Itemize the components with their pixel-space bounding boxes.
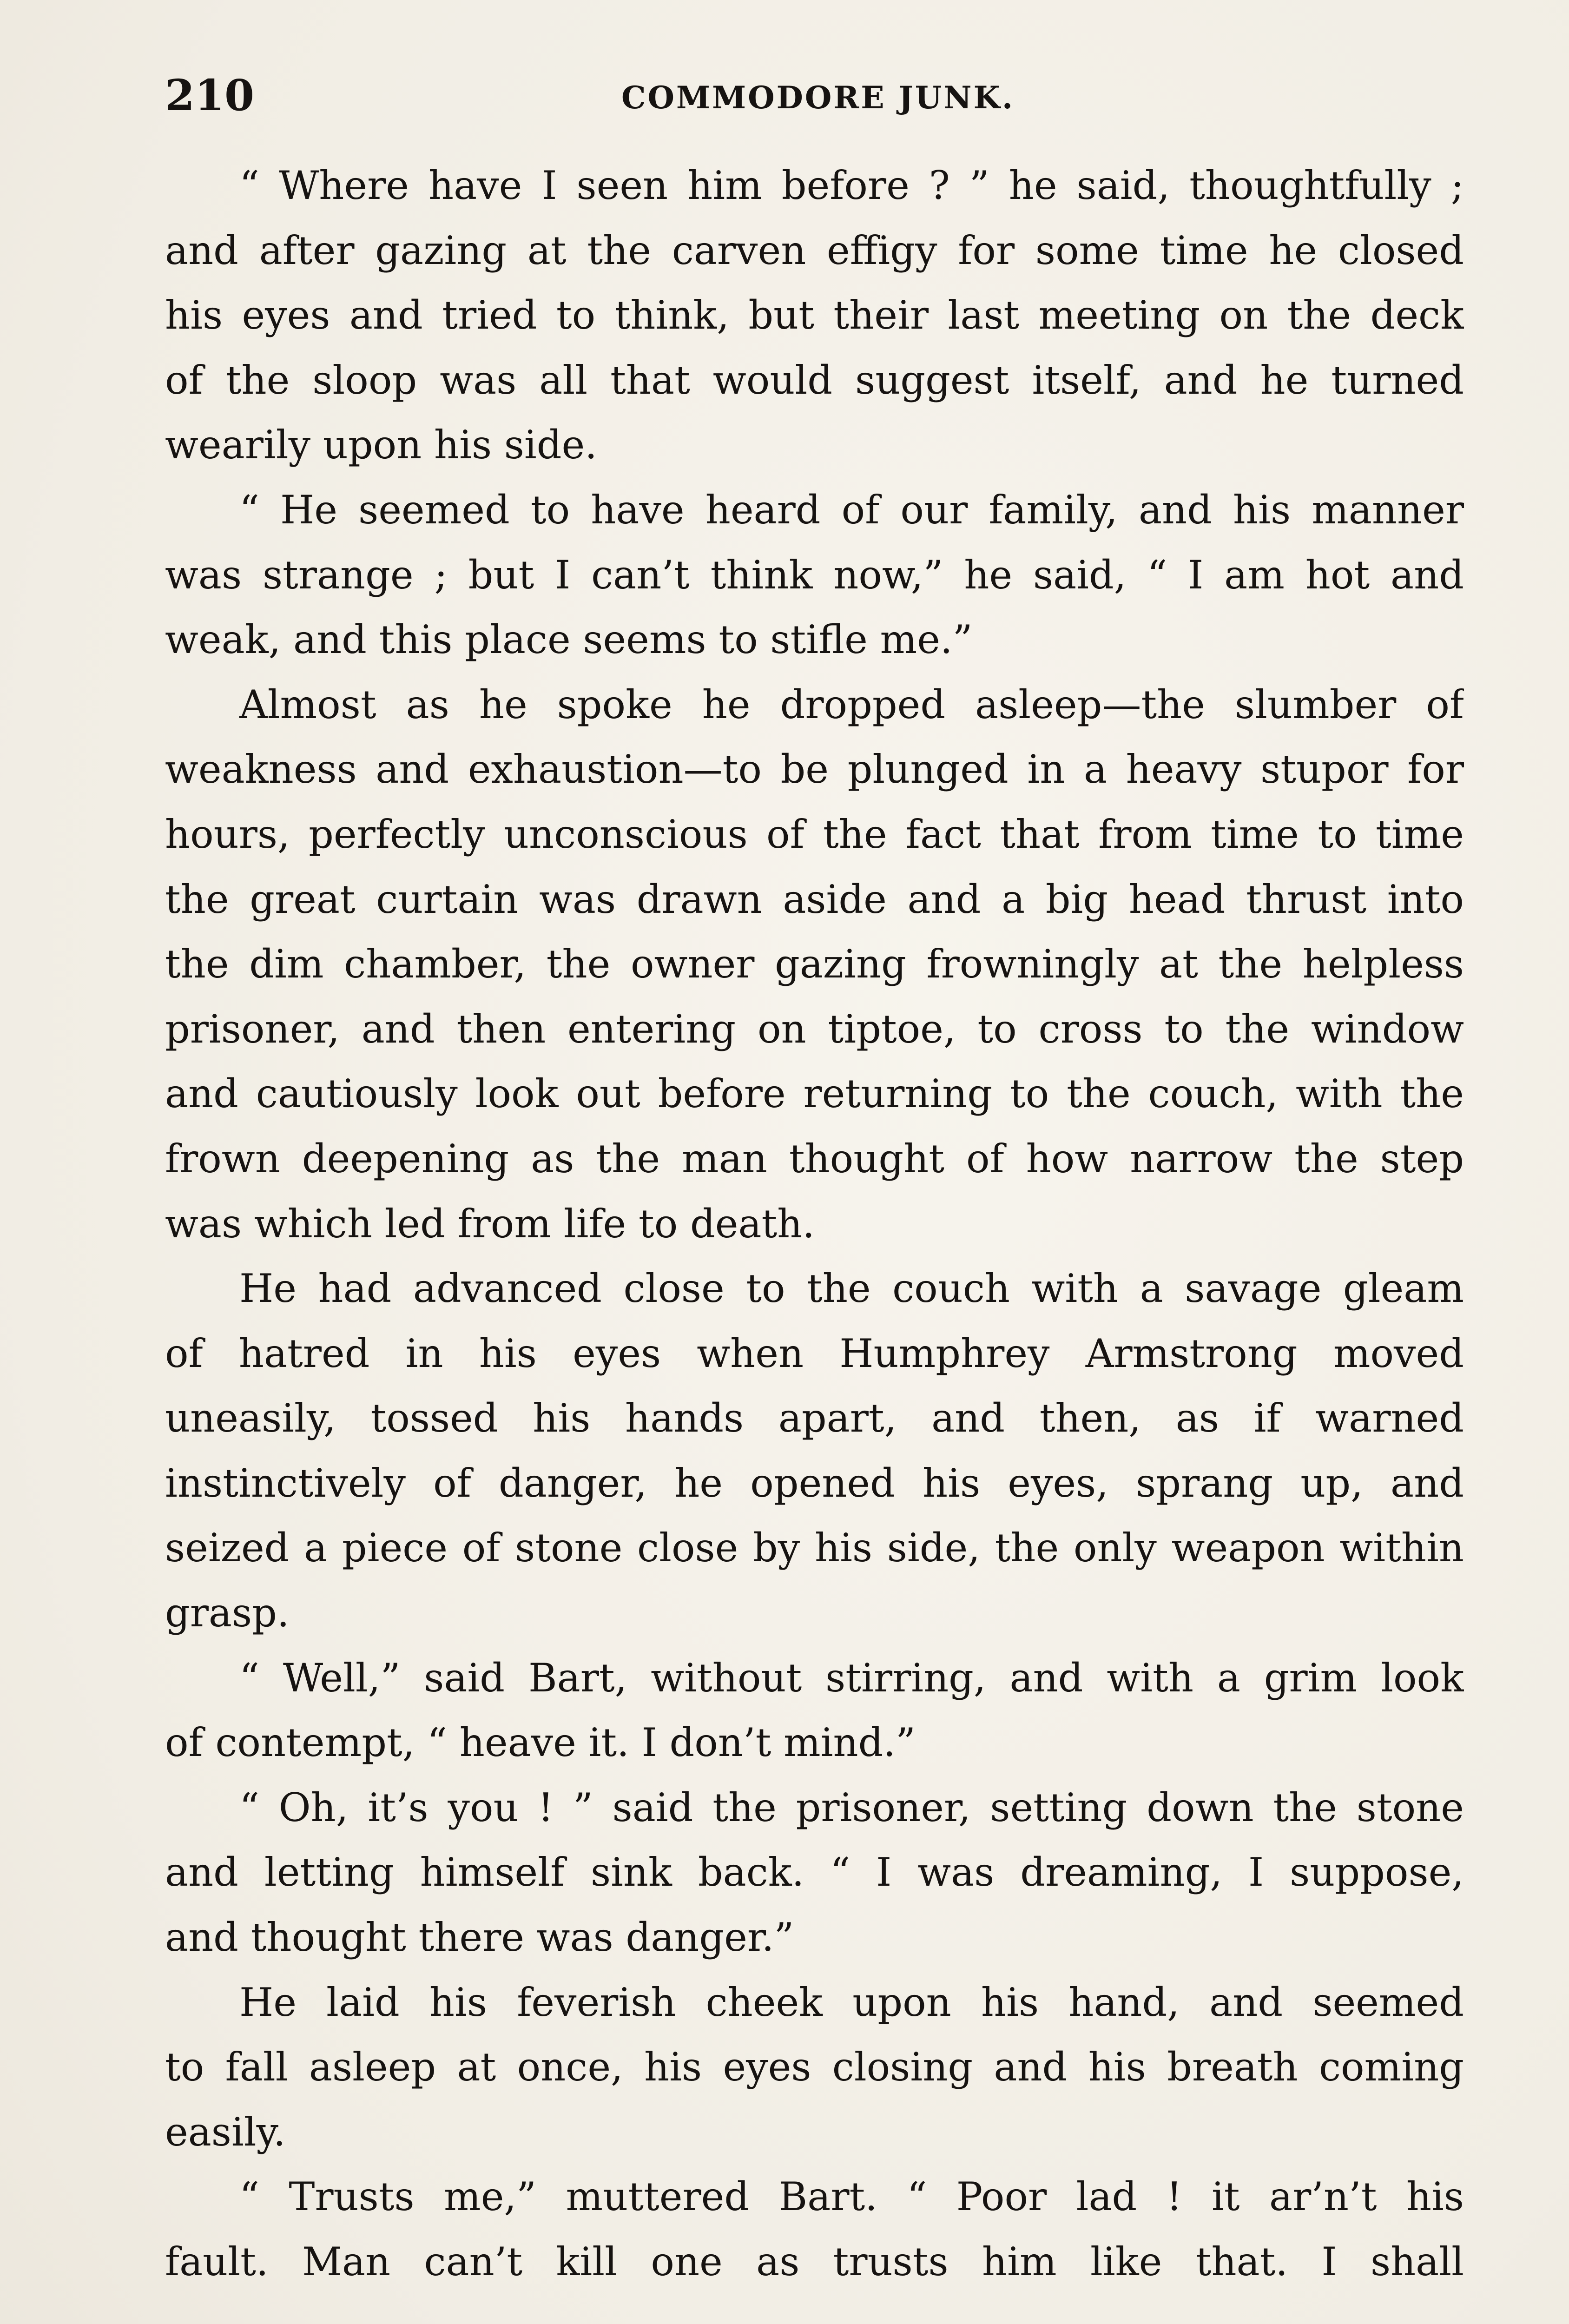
text-line: and letting himself sink back. “ I was dreaming, I suppose, — [165, 1849, 1464, 1895]
text-line: and thought there was danger.” — [165, 1915, 794, 1961]
text-line: He laid his feverish cheek upon his hand, and seemed — [239, 1979, 1464, 2025]
text-line: easily. — [165, 2109, 286, 2155]
text-line: seized a piece of stone close by his side, the only weapon within — [165, 1525, 1464, 1571]
text-line: “ Oh, it’s you ! ” said the prisoner, setting down the stone — [239, 1784, 1464, 1830]
page-header — [165, 70, 1471, 121]
text-line: uneasily, tossed his hands apart, and then, as if warned — [165, 1395, 1464, 1441]
text-line: “ Trusts me,” muttered Bart. “ Poor lad ! it ar’n’t his — [239, 2174, 1464, 2220]
body-text — [165, 153, 1464, 2295]
text-line: to fall asleep at once, his eyes closing and his breath coming — [165, 2044, 1464, 2090]
text-line: weakness and exhaustion—to be plunged in a heavy stupor for — [165, 746, 1464, 792]
text-line: his eyes and tried to think, but their last meeting on the deck — [165, 292, 1464, 338]
text-line: and cautiously look out before returning to the couch, with the — [165, 1071, 1464, 1117]
page-number: 210 — [165, 70, 255, 120]
text-line: wearily upon his side. — [165, 422, 597, 468]
text-line: was which led from life to death. — [165, 1201, 815, 1247]
text-line: He had advanced close to the couch with a savage gleam — [239, 1266, 1464, 1312]
text-line: fault. Man can’t kill one as trusts him like that. I shall — [165, 2239, 1464, 2284]
text-line: instinctively of danger, he opened his eyes, sprang up, and — [165, 1460, 1464, 1506]
text-line: “ He seemed to have heard of our family, and his manner — [239, 487, 1464, 533]
text-line: prisoner, and then entering on tiptoe, to cross to the window — [165, 1006, 1464, 1052]
text-line: of contempt, “ heave it. I don’t mind.” — [165, 1720, 916, 1766]
text-line: “ Well,” said Bart, without stirring, and with a grim look — [239, 1655, 1464, 1701]
text-line: hours, perfectly unconscious of the fact that from time to time — [165, 811, 1464, 857]
text-line: the dim chamber, the owner gazing frowningly at the helpless — [165, 941, 1464, 987]
text-line: the great curtain was drawn aside and a big head thrust into — [165, 876, 1464, 922]
text-line: of the sloop was all that would suggest itself, and he turned — [165, 357, 1464, 403]
text-line: “ Where have I seen him before ? ” he said, thoughtfully ; — [239, 163, 1464, 208]
text-line: was strange ; but I can’t think now,” he said, “ I am hot and — [165, 552, 1464, 598]
text-line: weak, and this place seems to stifle me.” — [165, 617, 973, 663]
running-title: COMMODORE JUNK. — [621, 79, 1015, 116]
text-line: and after gazing at the carven effigy for some time he closed — [165, 227, 1464, 273]
text-line: grasp. — [165, 1590, 290, 1636]
text-line: of hatred in his eyes when Humphrey Armstrong moved — [165, 1330, 1464, 1376]
text-line: frown deepening as the man thought of how narrow the step — [165, 1136, 1464, 1182]
text-line: Almost as he spoke he dropped asleep—the slumber of — [239, 681, 1464, 727]
